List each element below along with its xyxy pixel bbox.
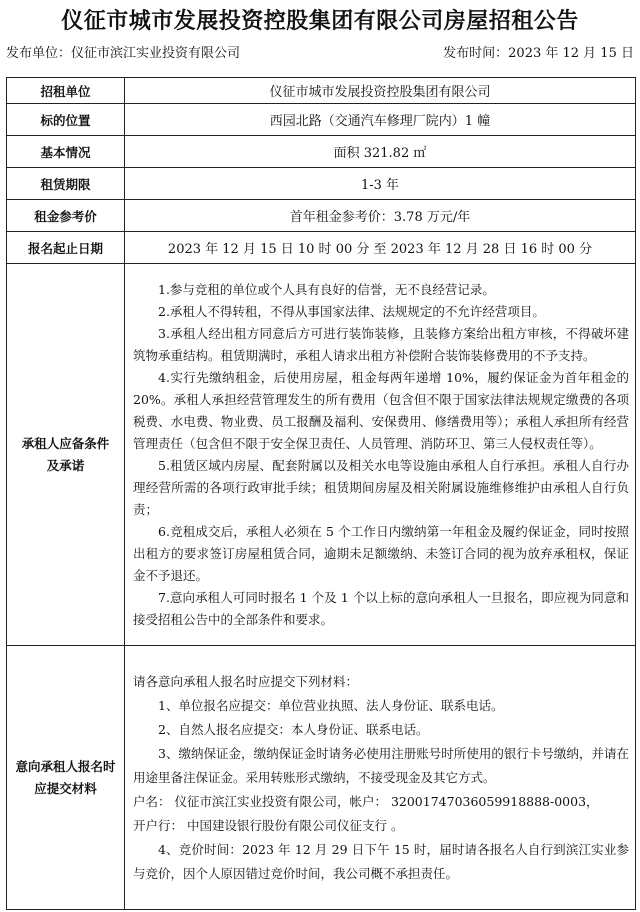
publisher: 发布单位：仪征市滨江实业投资有限公司 <box>6 46 241 61</box>
table-row <box>7 168 636 200</box>
row-label: 基本情况 <box>7 136 125 168</box>
bank-info: 开户行： 中国建设银行股份有限公司仪征支行 。 <box>133 817 404 833</box>
table-row <box>7 136 636 168</box>
table-row <box>7 232 636 264</box>
conditions-text <box>125 264 636 646</box>
condition-item: 1.参与竞租的单位或个人具有良好的信誉，无不良经营记录。 <box>158 281 495 297</box>
row-value: 首年租金参考价：3.78 万元/年 <box>125 200 636 232</box>
table-row <box>7 78 636 104</box>
row-label: 标的位置 <box>7 104 125 136</box>
condition-item: 5.租赁区域内房屋、配套附属以及相关水电等设施由承租人自行承担。承租人自行办理经营所需的各项行政审批手续；租赁期间房屋及相关附属设施维修维护由承租人自行负责； <box>133 457 629 517</box>
table-row <box>7 104 636 136</box>
row-label: 租金参考价 <box>7 200 125 232</box>
conditions-label <box>7 264 125 646</box>
condition-item: 6.竞租成交后，承租人必须在 5 个工作日内缴纳第一年租金及履约保证金，同时按照出租方的要求签订房屋租赁合同，逾期未足额缴纳、未签订合同的视为放弃承租权，保证金不予退还。 <box>133 523 629 583</box>
row-value: 仪征市城市发展投资控股集团有限公司 <box>125 78 636 104</box>
material-item: 1、单位报名应提交：单位营业执照、法人身份证、联系电话。 <box>158 697 504 713</box>
label-line: 承租人应备条件 <box>21 435 110 451</box>
condition-item: 4.实行先缴纳租金，后使用房屋，租金每两年递增 10%，履约保证金为首年租金的 20%。承租人承担经营管理发生的所有费用（包含但不限于国家法律法规规定缴费的各项税费、水电费、物业费、员工报酬及福利、安保费用、修缮费用等）；承租人承担所有经营管理责任（包含但不限于安全保卫责任、人员管理、消防环卫、第三人侵权责任等）。 <box>133 369 629 451</box>
page-title: 仪征市城市发展投资控股集团有限公司房屋招租公告 <box>61 9 579 34</box>
material-item: 2、自然人报名应提交：本人身份证、联系电话。 <box>158 721 429 737</box>
condition-item: 2.承租人不得转租，不得从事国家法律、法规规定的不允许经营项目。 <box>158 303 545 319</box>
account-info: 户名： 仪征市滨江实业投资有限公司，帐户： 32001747036059918888-0003， <box>133 793 599 809</box>
materials-label <box>7 646 125 910</box>
row-label: 招租单位 <box>7 78 125 104</box>
table-row <box>7 200 636 232</box>
table-row <box>7 264 636 646</box>
label-line: 应提交材料 <box>34 780 97 796</box>
meta-bar <box>6 42 634 61</box>
material-item: 3、缴纳保证金，缴纳保证金时请务必使用注册账号时所使用的银行卡号缴纳，并请在用途里备注保证金。采用转账形式缴纳，不接受现金及其它方式。 <box>133 745 629 785</box>
material-item: 4、竞价时间：2023 年 12 月 29 日下午 15 时，届时请各报名人自行到滨江实业参与竞价，因个人原因错过竞价时间，我公司概不承担责任。 <box>133 841 629 881</box>
row-label: 租赁期限 <box>7 168 125 200</box>
condition-item: 3.承租人经出租方同意后方可进行装饰装修，且装修方案给出租方审核，不得破坏建筑物承重结构。租赁期满时，承租人请求出租方补偿附合装饰装修费用的不予支持。 <box>133 325 629 363</box>
publish-date: 发布时间：2023 年 12 月 15 日 <box>443 46 634 61</box>
row-value: 西园北路（交通汽车修理厂院内）1 幢 <box>125 104 636 136</box>
table-row <box>7 646 636 910</box>
label-line: 及承诺 <box>46 457 85 473</box>
row-value: 面积 321.82 ㎡ <box>125 136 636 168</box>
row-value: 1-3 年 <box>125 168 636 200</box>
label-line: 意向承租人报名时 <box>15 758 116 774</box>
notice-table <box>6 77 636 910</box>
row-label: 报名起止日期 <box>7 232 125 264</box>
materials-text <box>125 646 636 910</box>
row-value: 2023 年 12 月 15 日 10 时 00 分 至 2023 年 12 月 28 日 16 时 00 分 <box>125 232 636 264</box>
condition-item: 7.意向承租人可同时报名 1 个及 1 个以上标的意向承租人一旦报名，即应视为同意和接受招租公告中的全部条件和要求。 <box>133 589 629 627</box>
materials-intro: 请各意向承租人报名时应提交下列材料： <box>133 673 359 689</box>
